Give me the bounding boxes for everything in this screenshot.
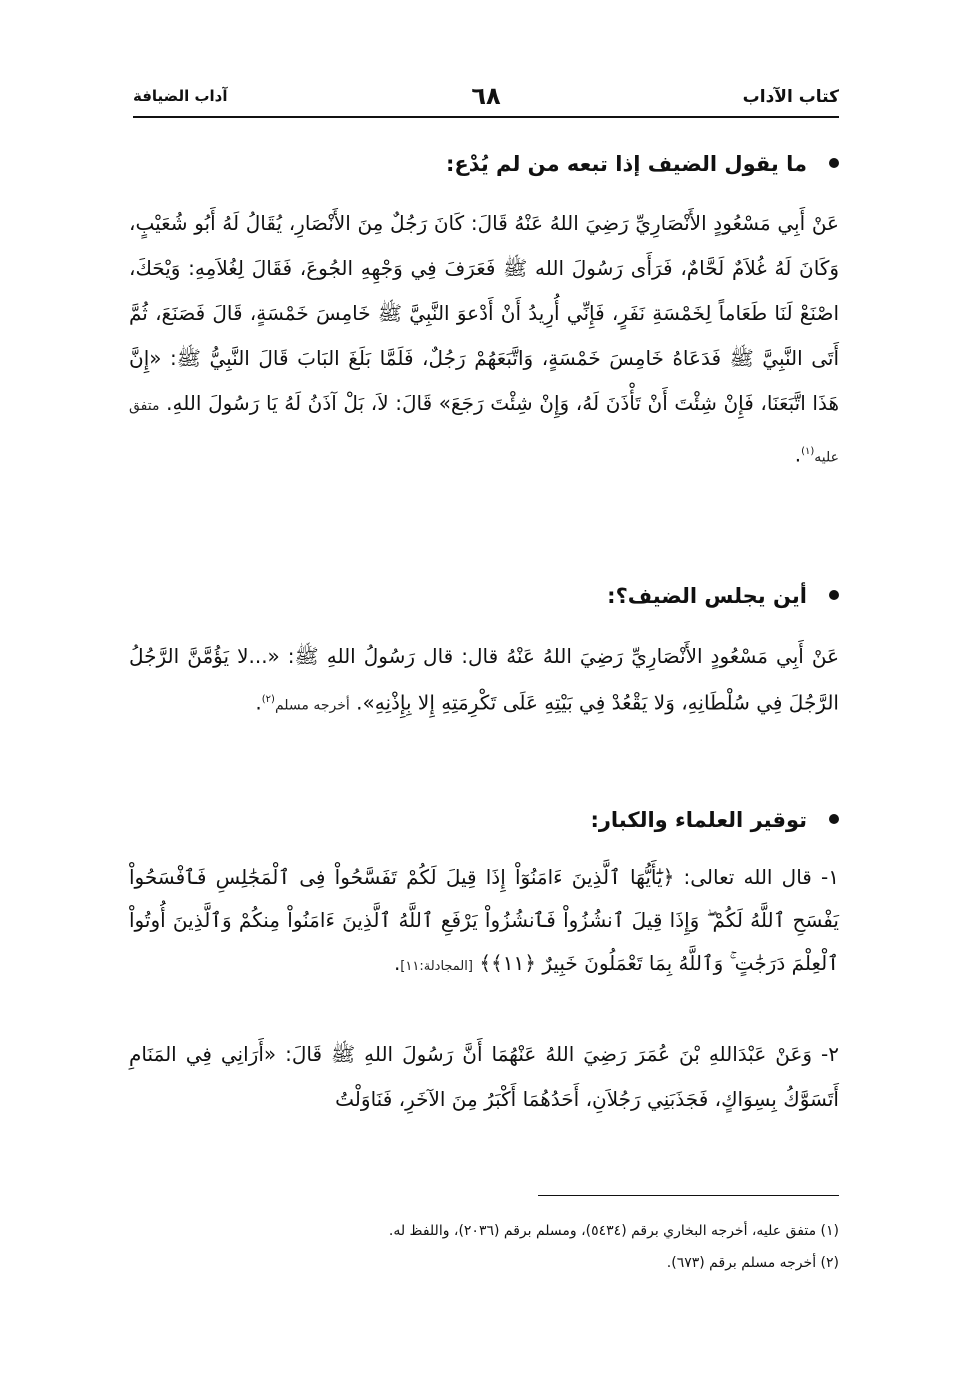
footnote-divider — [538, 1195, 839, 1196]
hadith-paragraph-2 — [129, 634, 839, 728]
footnote-marker: (٢) — [261, 694, 275, 705]
header-book-title: كتاب الآداب — [742, 87, 839, 107]
bullet-icon — [829, 814, 839, 824]
item-prefix: ١- قال الله تعالى: ﴿ — [662, 865, 840, 889]
heading-text: أين يجلس الضيف؟: — [607, 584, 807, 608]
header-divider — [133, 116, 839, 118]
section-heading-guest-seat — [133, 584, 839, 608]
quran-verse-item-1 — [129, 856, 839, 988]
hadith-source: أخرجه مسلم — [274, 697, 350, 714]
bullet-icon — [829, 158, 839, 168]
hadith-source: متفق عليه — [129, 398, 839, 466]
heading-text: ما يقول الضيف إذا تبعه من لم يُدْع: — [445, 152, 807, 176]
heading-text: توقير العلماء والكبار: — [590, 808, 807, 832]
verse-reference: [المجادلة:١١] — [400, 959, 473, 974]
hadith-text: ٢- وَعَنْ عَبْدَاللهِ بْنَ عُمَرَ رَضِيَ اللهُ عَنْهُمَا أَنَّ رَسُولَ اللهِ ﷺ قَالَ: «أَرَانِي فِي المَنَامِ أَتَسَوَّكُ بِسِوَاكٍ، فَجَذَبَنِي رَجُلاَنِ، أَحَدُهُمَا أَكْبَرُ مِنَ الآخَرِ، فَنَاوَلْتُ — [129, 1042, 839, 1111]
hadith-text: عَنْ أَبِي مَسْعُودٍ الأَنْصَارِيِّ رَضِيَ اللهُ عَنْهُ قَالَ: كَانَ رَجُلٌ مِنَ الأَنْصَارِ، يُقَالُ لَهُ أَبُو شُعَيْبٍ، وَكَانَ لَهُ غُلاَمٌ لَحَّامٌ، فَرَأَى رَسُولَ الله ﷺ فَعَرَفَ فِي وَجْهِهِ الجُوعَ، فَقَالَ لِغُلاَمِهِ: وَيْحَكَ، اصْنَعْ لَنَا طَعَاماً لِخَمْسَةِ نَفَرٍ، فَإِنِّي أُرِيدُ أَنْ أَدْعوَ النَّبِيَّ ﷺ خَامِسَ خَمْسَةٍ، قَالَ فَصَنَعَ، ثُمَّ أَتَى النَّبِيَّ ﷺ فَدَعَاهُ خَامِسَ خَمْسَةٍ، وَاتَّبَعَهُمْ رَجُلٌ، فَلَمَّا بَلَغَ البَابَ قَالَ النَّبِيُّ ﷺ: «إِنَّ هَذَا اتَّبَعَنَا، فَإِنْ شِئْتَ أَنْ تَأْذَنَ لَهُ، وَإِنْ شِئْتَ رَجَعَ» قَالَ: لاَ، بَلْ آذَنُ لَهُ يَا رَسُولَ اللهِ. — [129, 211, 840, 415]
period: . — [255, 690, 262, 715]
verse-close-bracket: ﴾ — [479, 951, 492, 975]
hadith-item-2 — [129, 1032, 839, 1122]
section-heading-uninvited-guest — [133, 152, 839, 176]
footnote-1: (١) متفق عليه، أخرجه البخاري برقم (٥٤٣٤)، ومسلم برقم (٢٠٣٦)، واللفظ له. — [388, 1223, 839, 1239]
footnote-marker: (١) — [801, 446, 815, 457]
period: . — [393, 951, 401, 975]
quran-verse: يَٰٓأَيُّهَا ٱلَّذِينَ ءَامَنُوٓاْ إِذَا قِيلَ لَكُمْ تَفَسَّحُواْ فِى ٱلْمَجَٰلِسِ فَٱفْسَحُواْ يَفْسَحِ ٱللَّهُ لَكُمْ ۖ وَإِذَا قِيلَ ٱنشُزُواْ فَٱنشُزُواْ يَرْفَعِ ٱللَّهُ ٱلَّذِينَ ءَامَنُواْ مِنكُمْ وَٱلَّذِينَ أُوتُواْ ٱلْعِلْمَ دَرَجَٰتٍ ۚ وَٱللَّهُ بِمَا تَعْمَلُونَ خَبِيرٌ ﴿١١﴾ — [129, 865, 839, 975]
bullet-icon — [829, 590, 839, 600]
running-header — [133, 84, 839, 114]
period: . — [794, 442, 802, 467]
hadith-paragraph-1 — [129, 201, 839, 481]
section-heading-respect-scholars — [133, 808, 839, 832]
footnote-2: (٢) أخرجه مسلم برقم (٦٧٣). — [666, 1255, 839, 1271]
header-chapter-title: آداب الضيافة — [133, 87, 228, 105]
page-number: ٦٨ — [471, 82, 501, 110]
hadith-text: عَنْ أَبِي مَسْعُودٍ الأَنْصَارِيِّ رَضِيَ اللهُ عَنْهُ قال: قال رَسُولُ اللهِ ﷺ: «...لا يَؤُمَّنَّ الرَّجُلُ الرَّجُلَ فِي سُلْطَانِهِ، وَلا يَقْعُدْ فِي بَيْتِهِ عَلَى تَكْرِمَتِهِ إِلا بِإِذْنِهِ». — [129, 644, 839, 715]
